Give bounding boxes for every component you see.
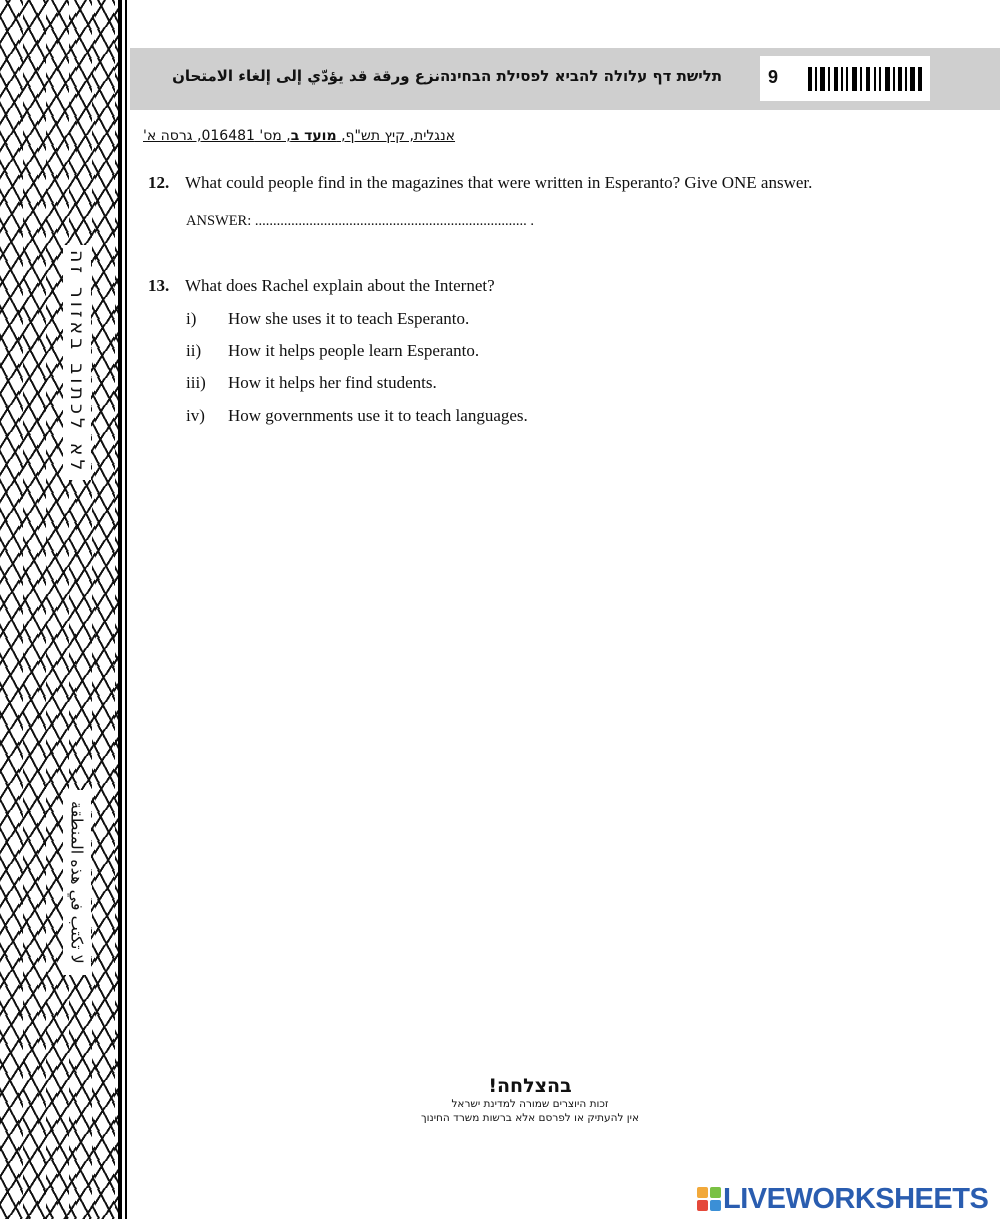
liveworksheets-logo-icon [697, 1187, 721, 1211]
header-hebrew-warning: תלישת דף עלולה להביא לפסילת הבחינה [439, 67, 722, 85]
option-roman: iii) [186, 373, 206, 392]
option-text: How she uses it to teach Esperanto. [228, 309, 470, 328]
no-writing-margin-strip [0, 0, 120, 1219]
footer-notice: אין להעתיק או לפרסם אלא ברשות משרד החינוך [420, 1112, 639, 1124]
header-warning [142, 67, 722, 85]
question-number: 12. [148, 173, 170, 192]
footer-good-luck: בהצלחה! [488, 1075, 572, 1097]
answer-field[interactable]: ANSWER: ........................................................................... . [186, 213, 534, 229]
option-roman: iv) [186, 406, 205, 425]
page-number: 9 [768, 67, 779, 87]
watermark-text: LIVEWORKSHEETS [723, 1183, 989, 1215]
page-header [130, 48, 1000, 110]
page-number-box [760, 56, 930, 101]
header-arabic-warning: نزع ورقة قد يؤدّي إلى إلغاء الامتحان [172, 67, 440, 85]
question-number: 13. [148, 276, 170, 295]
question-text: What does Rachel explain about the Internet? [185, 276, 495, 295]
option-text: How it helps people learn Esperanto. [228, 341, 480, 360]
barcode-icon [808, 67, 924, 91]
question-text: What could people find in the magazines that were written in Esperanto? Give ONE answer. [185, 173, 813, 192]
option-roman: i) [186, 309, 197, 328]
exam-session: מועד ב [290, 128, 337, 144]
margin-arabic-label: لا تكتب في هذه المنطقة [63, 790, 91, 975]
margin-hebrew-label: לא לכתוב באזור זה [63, 245, 91, 480]
option-text: How it helps her find students. [228, 373, 437, 392]
option-roman: ii) [186, 341, 202, 360]
exam-subtitle: אנגלית, קיץ תש"ף, מועד ב, מס' 016481, גרסה א' [143, 128, 456, 144]
liveworksheets-watermark [697, 1183, 997, 1215]
margin-divider-line [120, 0, 122, 1219]
footer-copyright: זכות היוצרים שמורה למדינת ישראל [451, 1098, 609, 1110]
margin-divider-line [125, 0, 127, 1219]
option-text: How governments use it to teach languages. [228, 406, 528, 425]
